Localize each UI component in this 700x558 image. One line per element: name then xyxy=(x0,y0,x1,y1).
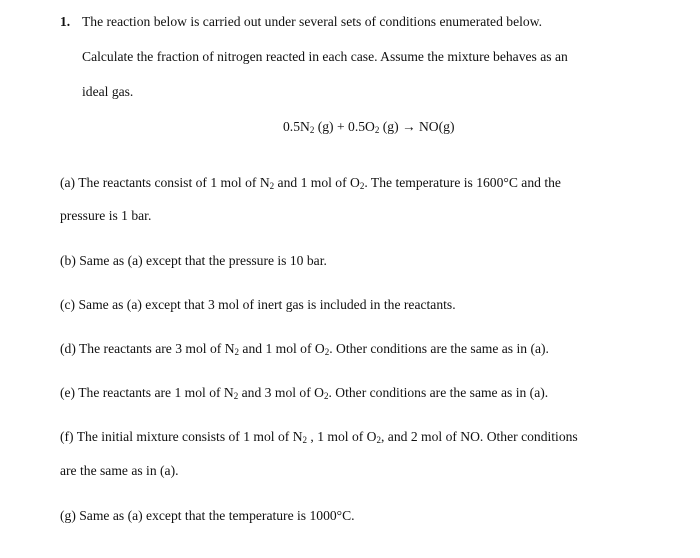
part-a-text-3: . The temperature is 1600°C and the xyxy=(364,175,561,190)
part-d-subscript-2: 2 xyxy=(324,347,330,357)
problem-intro-line-2: Calculate the fraction of nitrogen reacted in each case. Assume the mixture behaves as an xyxy=(82,49,568,64)
part-g: (g) Same as (a) except that the temperature is 1000°C. xyxy=(60,508,355,523)
problem-intro-line-1 xyxy=(60,13,542,31)
part-b: (b) Same as (a) except that the pressure is 10 bar. xyxy=(60,253,327,268)
part-a-text-2: and 1 mol of O xyxy=(274,175,360,190)
part-d-text-2: and 1 mol of O xyxy=(239,341,325,356)
part-f-line-2: are the same as in (a). xyxy=(60,463,179,478)
part-e-text-1: (e) The reactants are 1 mol of N xyxy=(60,385,234,400)
equation-subscript-2: 2 xyxy=(374,125,380,135)
reaction-equation xyxy=(283,118,454,136)
problem-intro-line-3: ideal gas. xyxy=(82,84,134,99)
part-e xyxy=(60,384,548,402)
part-d-subscript-1: 2 xyxy=(234,347,240,357)
problem-number: 1. xyxy=(60,14,71,29)
part-e-text-3: . Other conditions are the same as in (a). xyxy=(328,385,549,400)
part-f-subscript-2: 2 xyxy=(376,435,381,445)
equation-part-1: 0.5N xyxy=(283,119,310,134)
part-c: (c) Same as (a) except that 3 mol of inert gas is included in the reactants. xyxy=(60,297,456,312)
part-a-text-1: (a) The reactants consist of 1 mol of N xyxy=(60,175,270,190)
part-f-text-3: , and 2 mol of NO. Other conditions xyxy=(381,429,578,444)
part-e-subscript-1: 2 xyxy=(233,391,239,401)
part-d xyxy=(60,340,549,358)
part-f-subscript-1: 2 xyxy=(302,435,308,445)
problem-intro-text-1: The reaction below is carried out under several sets of conditions enumerated below. xyxy=(82,14,543,29)
part-e-text-2: and 3 mol of O xyxy=(238,385,324,400)
equation-part-2: (g) + 0.5O xyxy=(314,119,375,134)
equation-part-3: (g) → NO(g) xyxy=(379,119,455,134)
part-f-text-1: (f) The initial mixture consists of 1 mol of N xyxy=(60,429,303,444)
part-a-line-1 xyxy=(60,174,561,192)
part-a-subscript-2: 2 xyxy=(359,181,365,191)
part-f-text-2: , 1 mol of O xyxy=(307,429,377,444)
part-e-subscript-2: 2 xyxy=(323,391,329,401)
equation-subscript-1: 2 xyxy=(309,125,315,135)
part-a-subscript-1: 2 xyxy=(269,181,275,191)
part-f-line-1 xyxy=(60,428,578,446)
part-a-line-2: pressure is 1 bar. xyxy=(60,208,152,223)
part-d-text-1: (d) The reactants are 3 mol of N xyxy=(60,341,235,356)
part-d-text-3: . Other conditions are the same as in (a). xyxy=(329,341,549,356)
